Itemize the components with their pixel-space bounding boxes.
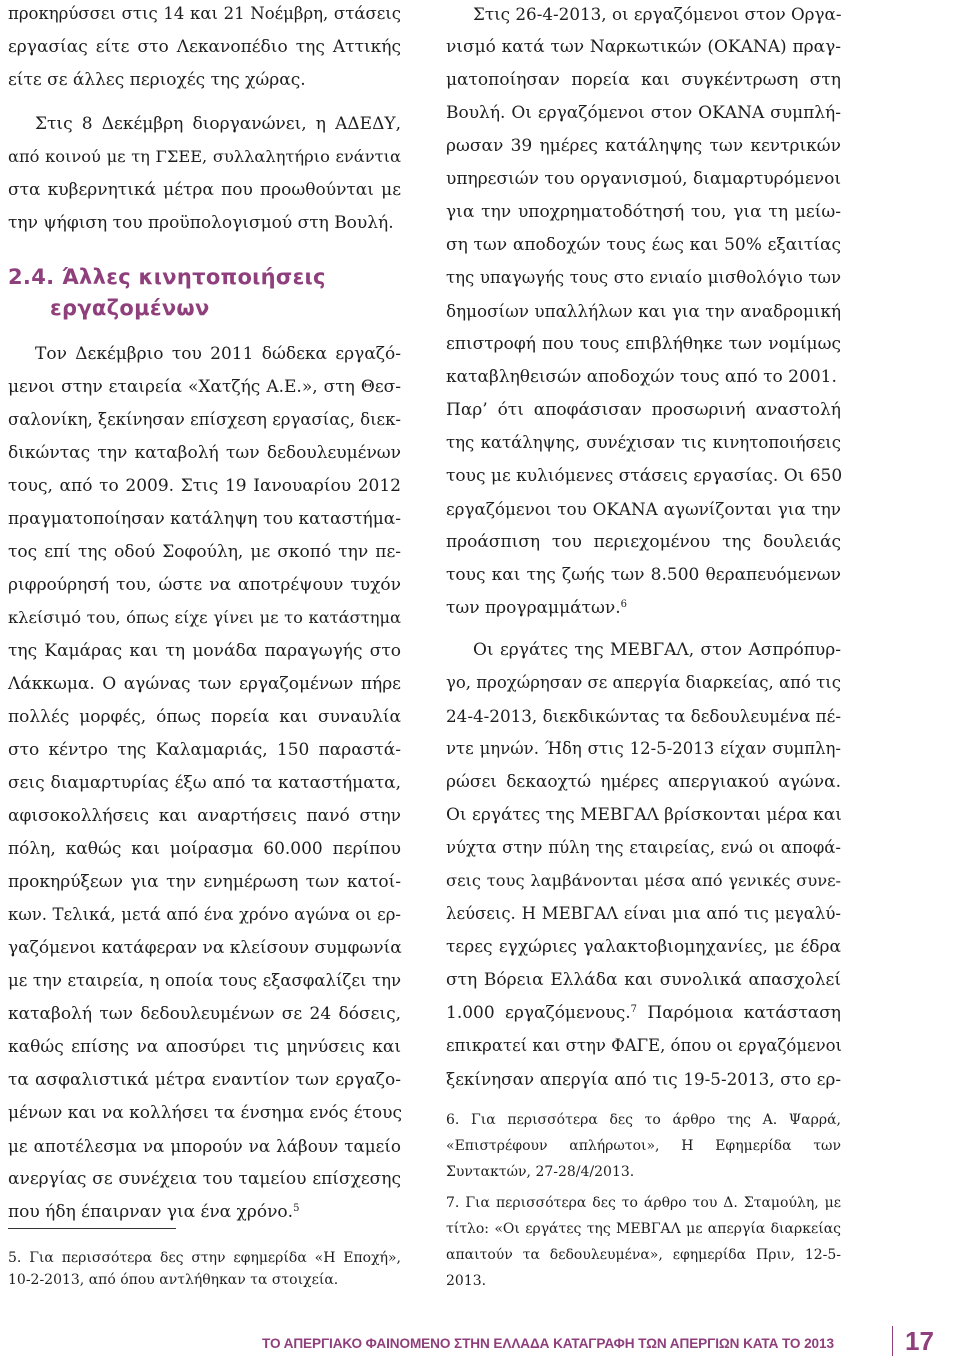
text-line: την ψήφιση του προϋπολογισμού στη Βουλή. xyxy=(8,213,394,233)
text-line: εργασίας είτε στο Λεκανοπέδιο της Αττικής xyxy=(8,37,401,57)
text-line: Βουλή. Οι εργαζόμενοι στον ΟΚΑΝΑ συμπλή- xyxy=(446,103,841,123)
text-line: ρωσαν 39 ημέρες κατάληψης των κεντρικών xyxy=(446,136,841,156)
footnote-line: 10-2-2013, από όπου αντλήθηκαν τα στοιχεία. xyxy=(8,1272,339,1288)
text-line xyxy=(446,598,841,618)
text-line: τα ασφαλιστικά μέτρα εναντίον των εργαζο- xyxy=(8,1070,401,1090)
text-line: ματοποίησαν πορεία και συγκέντρωση στη xyxy=(446,70,841,90)
text-fragment: Παρόμοια κατάσταση xyxy=(637,1003,841,1023)
text-line: Τον Δεκέμβριο του 2011 δώδεκα εργαζό- xyxy=(35,344,401,364)
text-line: σεις τους λαμβάνονται μέσα από γενικές συνε- xyxy=(446,871,841,890)
text-line: πραγματοποίησαν κατάληψη του καταστήμα- xyxy=(8,509,401,529)
text-line: σεις διαμαρτυρίας έξω από τα καταστήματα, xyxy=(8,773,401,793)
text-line: Οι εργάτες της ΜΕΒΓΑΛ, στον Ασπρόπυρ- xyxy=(473,640,841,660)
text-line: στη Βόρεια Ελλάδα και συνολικά απασχολεί xyxy=(446,970,841,990)
text-line: λεύσεις. Η ΜΕΒΓΑΛ είναι μια από τις μεγαλύ- xyxy=(446,904,841,923)
text-line: καταβολή των δεδουλευμένων σε 24 δόσεις, xyxy=(8,1004,401,1024)
text-line: πολλές μορφές, όπως πορεία και συναυλία xyxy=(8,707,401,727)
text-line: καθώς επίσης να αποσύρει τις μηνύσεις και xyxy=(8,1037,401,1057)
footnote-line: 7. Για περισσότερα δες το άρθρο του Δ. Σταμούλη, με xyxy=(446,1195,841,1211)
text-line: μένων και να κολλήσει τα ένσημα ενός έτους xyxy=(8,1103,403,1123)
text-line: ανεργίας σε συνέχεια του ταμείου επίσχεσης xyxy=(8,1169,401,1189)
text-line: 24-4-2013, διεκδικώντας τα δεδουλευμένα πέ- xyxy=(446,706,841,726)
text-line: τερες εγχώριες γαλακτοβιομηχανίες, με έδρα xyxy=(446,937,841,957)
text-line: επιστροφή που τους επιβλήθηκε των νομίμως xyxy=(446,334,841,354)
text-line: ση των αποδοχών τους έως και 50% εξαιτίας xyxy=(446,235,841,255)
text-line: για την υποχρηματοδότησή του, για τη μείω- xyxy=(446,202,841,222)
running-footer-title: ΤΟ ΑΠΕΡΓΙΑΚΟ ΦΑΙΝΟΜΕΝΟ ΣΤΗΝ ΕΛΛΑΔΑ ΚΑΤΑΓΡΑΦΗ ΤΩΝ ΑΠΕΡΓΙΩΝ ΚΑΤΑ ΤΟ 2013 xyxy=(262,1336,834,1351)
text-line: από κοινού με τη ΓΣΕΕ, συλλαλητήριο ενάντια xyxy=(8,147,401,166)
section-heading-line2: εργαζομένων xyxy=(50,296,210,320)
footnote-line: 6. Για περισσότερα δες το άρθρο της Α. Ψαρρά, xyxy=(446,1112,841,1128)
text-line: κλείσιμό του, όπως είχε γίνει με το κατάστημα xyxy=(8,608,401,627)
text-line: ριφρούρησή του, ώστε να αποτρέψουν τυχόν xyxy=(8,575,401,595)
footnote-line: 2013. xyxy=(446,1273,487,1289)
text-line: ξεκίνησαν απεργία από τις 19-5-2013, στο ερ- xyxy=(446,1069,841,1089)
footnote-line: Συντακτών, 27-28/4/2013. xyxy=(446,1164,635,1180)
text-line: είτε σε άλλες περιοχές της χώρας. xyxy=(8,70,306,90)
footnote-line: «Επιστρέφουν απλήρωτοι», Η Εφημερίδα των xyxy=(446,1138,841,1154)
footnote-ref-7[interactable]: 7 xyxy=(630,1004,637,1015)
text-line: της κατάληψης, συνέχισαν τις κινητοποιήσεις xyxy=(446,433,841,452)
text-line: της υπαγωγής τους στο ενιαίο μισθολόγιο των xyxy=(446,268,841,287)
text-line: δικώντας την καταβολή των δεδουλευμένων xyxy=(8,443,401,463)
text-line: Παρ’ ότι αποφάσισαν προσωρινή αναστολή xyxy=(446,400,841,420)
text-fragment: 1.000 εργαζόμενους. xyxy=(446,1003,631,1023)
footnote-line: απαιτούν τα δεδουλευμένα», εφημερίδα Πριν, 12-5- xyxy=(446,1247,841,1263)
text-line: πόλη, καθώς και μοίρασμα 60.000 περίπου xyxy=(8,839,401,859)
text-line xyxy=(8,1202,401,1222)
footnote-line: τίτλο: «Οι εργάτες της ΜΕΒΓΑΛ με απεργία διαρκείας xyxy=(446,1221,841,1237)
text-line: Λάκκωμα. Ο αγώνας των εργαζομένων πήρε xyxy=(8,674,401,694)
text-line: δημοσίων υπαλλήλων και για την αναδρομική xyxy=(446,301,841,321)
text-fragment: των προγραμμάτων. xyxy=(446,598,621,618)
text-line: σαλονίκη, ξεκίνησαν επίσχεση εργασίας, διεκ- xyxy=(8,410,401,429)
page-number: 17 xyxy=(905,1326,934,1356)
text-line: αφισοκολλήσεις και αναρτήσεις πανό στην xyxy=(8,806,401,826)
text-line: ντε μηνών. Ήδη στις 12-5-2013 είχαν συμπλη- xyxy=(446,739,841,758)
text-line: γαζόμενοι κατάφεραν να κλείσουν συμφωνία xyxy=(8,938,402,958)
footnote-line: 5. Για περισσότερα δες στην εφημερίδα «Η Εποχή», xyxy=(8,1250,401,1266)
text-line: με την εταιρεία, η οποία τους εξασφαλίζει την xyxy=(8,971,401,990)
text-line xyxy=(446,1003,841,1023)
text-line: εργαζόμενοι του ΟΚΑΝΑ αγωνίζονται για την xyxy=(446,499,841,519)
text-line: προκηρύσσει στις 14 και 21 Νοέμβρη, στάσεις xyxy=(8,4,401,23)
text-line: προκηρύξεων για την ενημέρωση των κατοί- xyxy=(8,872,401,892)
footer-divider xyxy=(892,1326,893,1356)
text-line: στα κυβερνητικά μέτρα που προωθούνται με xyxy=(8,180,401,200)
text-line: ρώσει δεκαοχτώ ημέρες απεργιακού αγώνα. xyxy=(446,772,841,792)
text-line: με αποτέλεσμα να μπορούν να λάβουν ταμείο xyxy=(8,1136,401,1156)
text-line: της Καμάρας και τη μονάδα παραγωγής στο xyxy=(8,641,401,661)
footnote-ref-5[interactable]: 5 xyxy=(293,1203,300,1214)
text-line: γο, προχώρησαν σε απεργία διαρκείας, από τις xyxy=(446,673,841,692)
text-line: στο κέντρο της Καλαμαριάς, 150 παραστά- xyxy=(8,740,401,760)
footnote-ref-6[interactable]: 6 xyxy=(620,599,627,610)
text-line: τους με κυλιόμενες στάσεις εργασίας. Οι 650 xyxy=(446,466,843,486)
text-line: Οι εργάτες της ΜΕΒΓΑΛ βρίσκονται μέρα και xyxy=(446,805,842,825)
text-fragment: που ήδη έπαιρναν για ένα χρόνο. xyxy=(8,1202,294,1222)
footnote-divider xyxy=(8,1228,176,1229)
text-line: καταβληθεισών αποδοχών τους από το 2001. xyxy=(446,367,837,387)
text-line: νύχτα στην πύλη της εταιρείας, ενώ οι αποφά- xyxy=(446,838,841,857)
text-line: προάσπιση του περιεχομένου της δουλειάς xyxy=(446,532,841,552)
text-line: νισμό κατά των Ναρκωτικών (ΟΚΑΝΑ) πραγ- xyxy=(446,37,841,57)
text-line: τους, από το 2009. Στις 19 Ιανουαρίου 2012 xyxy=(8,476,401,496)
text-line: Στις 8 Δεκέμβρη διοργανώνει, η ΑΔΕΔΥ, xyxy=(35,114,401,134)
text-line: κων. Τελικά, μετά από ένα χρόνο αγώνα οι ερ- xyxy=(8,905,401,924)
section-heading-line1: 2.4. Άλλες κινητοποιήσεις xyxy=(8,265,326,289)
text-line: τους και της ζωής των 8.500 θεραπευόμενων xyxy=(446,565,841,585)
text-line: επικρατεί και στην ΦΑΓΕ, όπου οι εργαζόμενοι xyxy=(446,1036,843,1055)
text-line: υπηρεσιών του οργανισμού, διαμαρτυρόμενοι xyxy=(446,169,841,189)
text-line: μενοι στην εταιρεία «Χατζής Α.Ε.», στη Θεσ- xyxy=(8,377,401,397)
text-line: Στις 26-4-2013, οι εργαζόμενοι στον Οργα- xyxy=(473,4,842,24)
text-line: τος επί της οδού Σοφούλη, με σκοπό την πε- xyxy=(8,542,401,562)
